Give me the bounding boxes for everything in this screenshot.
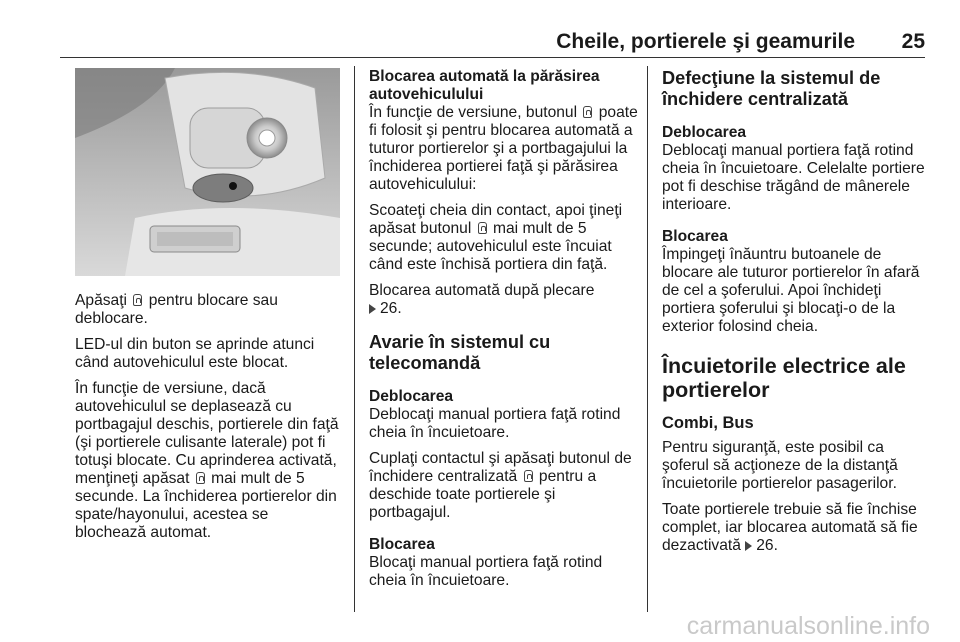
lock-button-icon xyxy=(583,106,592,118)
col3-paragraph-4 xyxy=(662,501,930,555)
col2-paragraph-6: Blocaţi manual portiera faţă rotind cheia în încuietoare. xyxy=(369,554,603,589)
heading-unlocking: Deblocarea xyxy=(369,388,454,405)
col2-paragraph-5 xyxy=(369,450,639,522)
col1-p1-text-a: Apăsaţi xyxy=(75,292,128,309)
col3-p4-page-ref[interactable]: 26. xyxy=(756,537,778,554)
watermark: carmanualsonline.info xyxy=(686,612,930,640)
col2-p3-text-a: Blocarea automată după plecare xyxy=(369,282,595,299)
column-divider-2 xyxy=(647,66,648,612)
lock-button-icon xyxy=(196,472,205,484)
col2-paragraph-1 xyxy=(369,104,639,194)
col2-paragraph-3 xyxy=(369,282,639,318)
column-2 xyxy=(369,68,639,590)
heading-locking: Blocarea xyxy=(662,228,728,245)
heading-auto-lock: Blocarea automată la părăsirea autovehiculului xyxy=(369,68,600,103)
heading-unlocking: Deblocarea xyxy=(662,124,747,141)
page-reference-arrow-icon xyxy=(745,541,752,551)
col1-paragraph-3 xyxy=(75,380,343,542)
col3-p4-text-a: Toate portierele trebuie să fie închise complet, iar blocarea automată să fie dezactivată xyxy=(662,501,918,554)
col1-paragraph-1 xyxy=(75,292,343,328)
heading-locking: Blocarea xyxy=(369,536,435,553)
col3-paragraph-1: Deblocaţi manual portiera faţă rotind cheia în încuietoare. Celelalte portiere pot fi deschise trăgând de mânerele interioare. xyxy=(662,142,925,213)
col2-paragraph-4: Deblocaţi manual portiera faţă rotind cheia în încuietoare. xyxy=(369,406,621,441)
col2-paragraph-2 xyxy=(369,202,639,274)
column-3 xyxy=(662,68,930,555)
col1-paragraph-2: LED-ul din buton se aprinde atunci când autovehiculul este blocat. xyxy=(75,336,315,371)
heading-central-lock-fault: Defecţiune la sistemul de închidere centralizată xyxy=(662,68,881,109)
heading-remote-failure: Avarie în sistemul cu telecomandă xyxy=(369,332,551,373)
col1-p1-text-b: pentru blocare sau deblocare. xyxy=(75,292,278,327)
lock-button-icon xyxy=(133,294,142,306)
overhead-console-photo xyxy=(75,68,340,276)
page-header xyxy=(60,30,925,54)
col1-p3-text-b: mai mult de 5 secunde. La închiderea portierelor din spate/hayonului, acestea se blochează automat. xyxy=(75,470,337,541)
col2-p3-page-ref[interactable]: 26. xyxy=(380,300,402,317)
header-rule xyxy=(60,57,925,58)
col1-p3-text-a: În funcţie de versiune, dacă autovehiculul se deplasează cu portbagajul deschis, portierele din faţă (şi portierele culisante laterale) pot fi totuşi blocate. Cu aprinderea activată, menţineţi apăsat xyxy=(75,380,339,487)
lock-button-icon xyxy=(524,470,533,482)
col2-p1-text-a: În funcţie de versiune, butonul xyxy=(369,104,578,121)
page-reference-arrow-icon xyxy=(369,304,376,314)
col2-p2-text-a: Scoateţi cheia din contact, apoi ţineţi apăsat butonul xyxy=(369,202,623,237)
col3-paragraph-3: Pentru siguranţă, este posibil ca şoferul să acţioneze de la distanţă încuietorile portierelor pasagerilor. xyxy=(662,439,898,492)
col3-paragraph-2: Împingeţi înăuntru butoanele de blocare ale tuturor portierelor în afară de cel a şoferului. Apoi închideţi portiera şoferului şi blocaţi-o de la exterior folosind cheia. xyxy=(662,246,920,335)
heading-electric-door-locks: Încuietorile electrice ale portierelor xyxy=(662,354,906,402)
col2-p2-text-b: mai mult de 5 secunde; autovehiculul este încuiat când este închisă portiera din faţă. xyxy=(369,220,612,273)
lock-button-icon xyxy=(478,222,487,234)
header-title: Cheile, portierele şi geamurile xyxy=(556,30,855,53)
col2-p5-text-b: pentru a deschide toate portierele şi portbagajul. xyxy=(369,468,597,521)
column-1 xyxy=(75,292,343,542)
column-divider-1 xyxy=(354,66,355,612)
heading-combi-bus: Combi, Bus xyxy=(662,414,754,432)
col2-p1-text-b: poate fi folosit şi pentru blocarea automată a tuturor portierelor şi a portbagajului la închiderea portierei faţă şi părăsirea autovehiculului: xyxy=(369,104,638,193)
col2-p5-text-a: Cuplaţi contactul şi apăsaţi butonul de închidere centralizată xyxy=(369,450,632,485)
page-number: 25 xyxy=(901,30,925,53)
